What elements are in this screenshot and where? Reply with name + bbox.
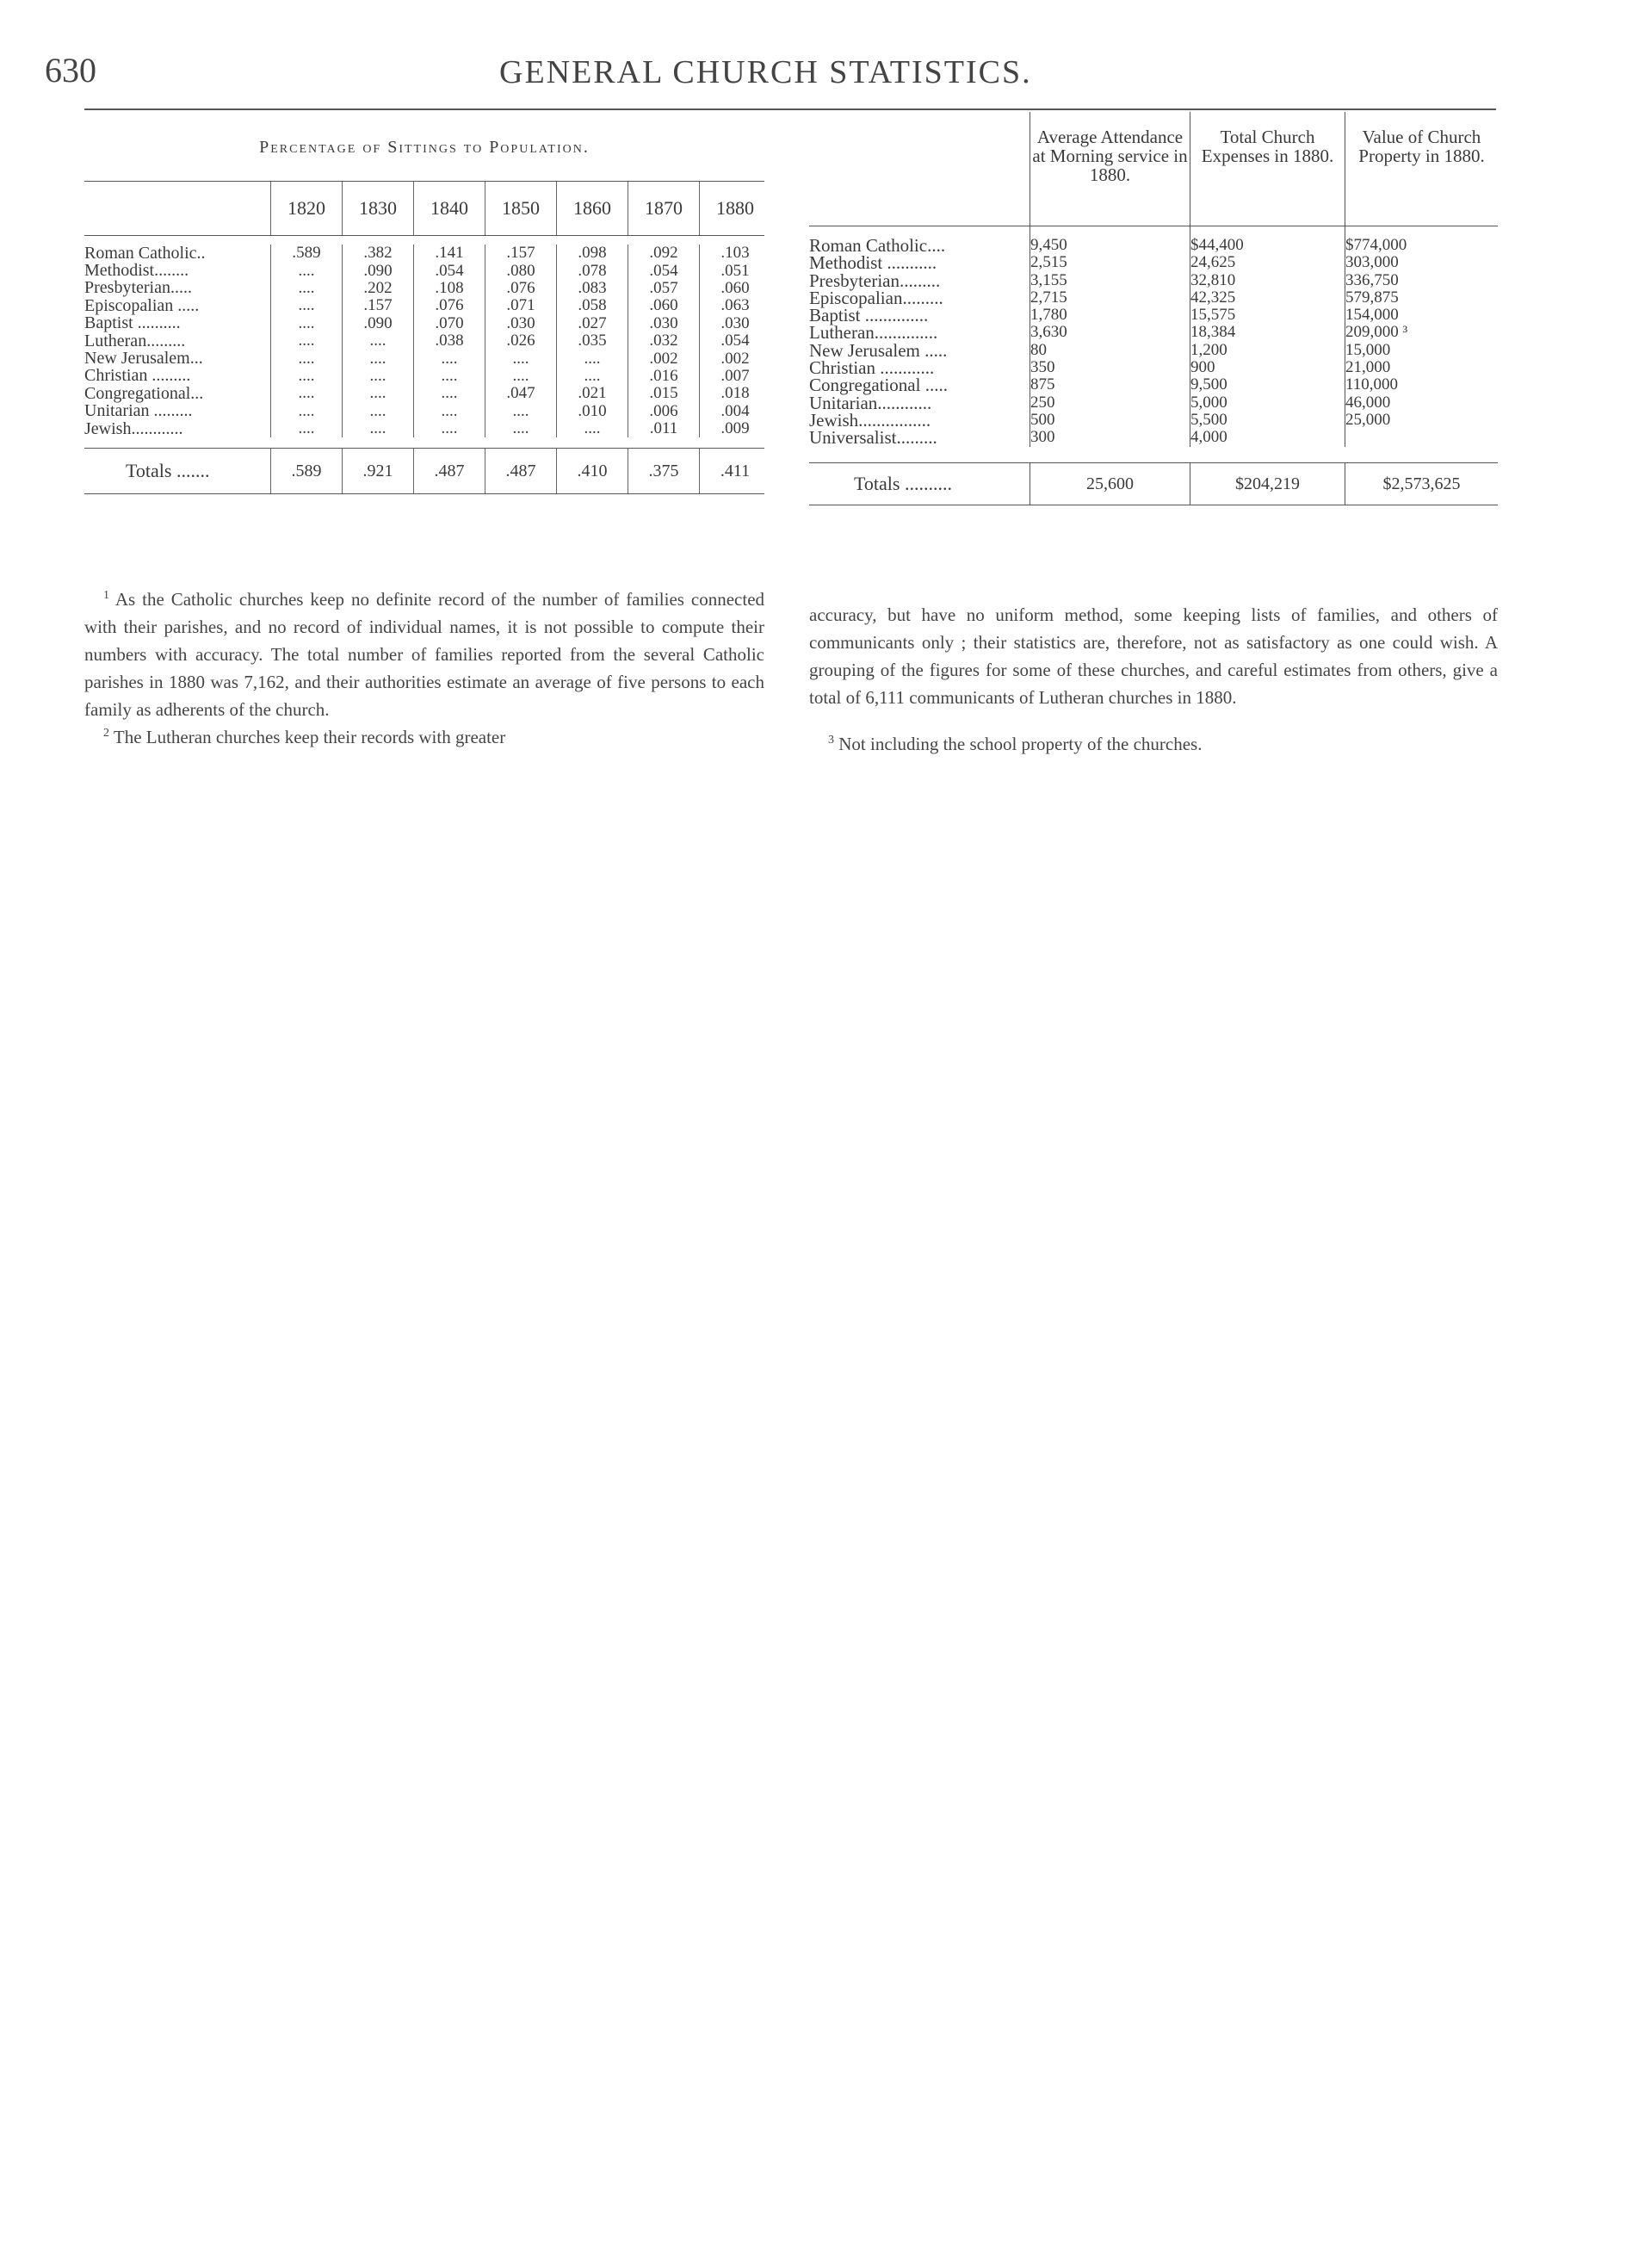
value-cell: $774,000 bbox=[1345, 236, 1407, 254]
percentage-cell: .... bbox=[485, 350, 556, 367]
percentage-cell: .007 bbox=[699, 368, 770, 385]
percentage-cell: .090 bbox=[342, 262, 413, 279]
property-column bbox=[1345, 226, 1498, 447]
percentage-cell: .030 bbox=[628, 315, 699, 332]
percentage-cell: .027 bbox=[556, 315, 628, 332]
percentage-cell: .021 bbox=[556, 385, 628, 402]
percentage-cell: .... bbox=[270, 420, 342, 437]
percentage-cell: .... bbox=[270, 262, 342, 279]
percentage-cell: .... bbox=[270, 315, 342, 332]
percentage-cell: .009 bbox=[699, 420, 770, 437]
percentage-cell: .026 bbox=[485, 332, 556, 350]
percentage-cell: .054 bbox=[413, 262, 485, 279]
totals-cell: .410 bbox=[556, 449, 628, 493]
percentage-cell: .006 bbox=[628, 403, 699, 420]
percentage-cell: .004 bbox=[699, 403, 770, 420]
value-cell: 4,000 bbox=[1190, 428, 1227, 447]
denomination-name: Jewish................ bbox=[809, 409, 931, 431]
percentage-cell: .382 bbox=[342, 245, 413, 262]
percentage-cell: .... bbox=[342, 403, 413, 420]
value-cell: 46,000 bbox=[1345, 393, 1391, 412]
percentage-cell: .... bbox=[485, 368, 556, 385]
year-header: 1840 bbox=[413, 182, 485, 235]
attendance-header: Average Attendance at Morning service in 1880. bbox=[1030, 112, 1190, 226]
percentage-cell: .... bbox=[556, 368, 628, 385]
denomination-column bbox=[809, 226, 1030, 447]
value-cell: 9,450 bbox=[1030, 236, 1067, 254]
totals-cell: .487 bbox=[485, 449, 556, 493]
property-header: Value of Church Property in 1880. bbox=[1345, 112, 1498, 226]
percentage-cell: .030 bbox=[699, 315, 770, 332]
value-cell: 15,575 bbox=[1190, 306, 1236, 325]
totals-cell: .589 bbox=[270, 449, 342, 493]
totals-cell: $2,573,625 bbox=[1345, 463, 1498, 505]
totals-row bbox=[809, 462, 1498, 505]
table-header-row bbox=[84, 181, 764, 236]
percentage-cell: .002 bbox=[699, 350, 770, 367]
percentage-cell: .092 bbox=[628, 245, 699, 262]
denomination-name: Congregational... bbox=[84, 383, 204, 403]
footnotes-left-column bbox=[84, 586, 764, 751]
value-cell: 875 bbox=[1030, 375, 1055, 394]
table-row bbox=[84, 262, 764, 279]
denomination-name: Presbyterian..... bbox=[84, 278, 192, 298]
table-row bbox=[84, 315, 764, 332]
denomination-name: New Jerusalem ..... bbox=[809, 339, 948, 361]
percentage-cell: .... bbox=[556, 350, 628, 367]
percentage-cell: .157 bbox=[485, 245, 556, 262]
year-header: 1850 bbox=[485, 182, 556, 235]
percentage-cell: .... bbox=[342, 368, 413, 385]
footnote-marker: 2 bbox=[103, 727, 109, 740]
denomination-name: New Jerusalem... bbox=[84, 349, 203, 369]
percentage-cell: .... bbox=[342, 420, 413, 437]
percentage-cell: .... bbox=[270, 385, 342, 402]
value-cell: 303,000 bbox=[1345, 253, 1399, 272]
percentage-cell: .... bbox=[342, 385, 413, 402]
church-finance-table bbox=[809, 112, 1498, 505]
percentage-cell: .... bbox=[413, 350, 485, 367]
table-row bbox=[84, 403, 764, 420]
percentage-cell: .... bbox=[413, 420, 485, 437]
value-cell: 18,384 bbox=[1190, 323, 1236, 342]
table-body bbox=[809, 226, 1498, 462]
footnote-text: Not including the school property of the churches. bbox=[838, 734, 1203, 754]
value-cell: 32,810 bbox=[1190, 270, 1236, 289]
year-header: 1830 bbox=[342, 182, 413, 235]
percentage-cell: .076 bbox=[413, 297, 485, 314]
value-cell: 9,500 bbox=[1190, 375, 1227, 394]
percentage-cell: .016 bbox=[628, 368, 699, 385]
percentage-cell: .063 bbox=[699, 297, 770, 314]
percentage-cell: .... bbox=[485, 403, 556, 420]
sittings-percentage-table bbox=[84, 121, 764, 494]
footnote-2-continued: accuracy, but have no uniform method, some keeping lists of families, and others of communicants only ; their statistics are, therefore, not as satisfactory as one could wish. A grouping of the figures for some of these churches, and careful estimates from others, give a total of 6,111 communicants of Lutheran churches in 1880. bbox=[809, 604, 1498, 708]
percentage-cell: .... bbox=[270, 332, 342, 350]
expenses-column bbox=[1190, 226, 1345, 447]
table-row bbox=[84, 368, 764, 385]
percentage-cell: .054 bbox=[699, 332, 770, 350]
denomination-name: Unitarian............ bbox=[809, 392, 932, 413]
percentage-cell: .076 bbox=[485, 280, 556, 297]
table-row bbox=[84, 245, 764, 262]
denomination-name: Jewish............ bbox=[84, 418, 183, 438]
percentage-cell: .010 bbox=[556, 403, 628, 420]
percentage-cell: .... bbox=[485, 420, 556, 437]
denomination-name: Christian ......... bbox=[84, 366, 191, 386]
value-cell: 42,325 bbox=[1190, 288, 1236, 307]
footnote-marker: 1 bbox=[103, 589, 109, 602]
value-cell: 350 bbox=[1030, 358, 1055, 377]
denomination-name: Episcopalian ..... bbox=[84, 295, 200, 315]
value-cell: 110,000 bbox=[1345, 375, 1399, 394]
totals-cell: .487 bbox=[413, 449, 485, 493]
percentage-cell: .060 bbox=[699, 280, 770, 297]
denomination-name: Episcopalian......... bbox=[809, 287, 943, 308]
percentage-cell: .032 bbox=[628, 332, 699, 350]
percentage-cell: .071 bbox=[485, 297, 556, 314]
percentage-cell: .002 bbox=[628, 350, 699, 367]
running-head: GENERAL CHURCH STATISTICS. bbox=[499, 54, 1032, 90]
table-row bbox=[84, 385, 764, 402]
percentage-cell: .057 bbox=[628, 280, 699, 297]
value-cell: 336,750 bbox=[1345, 270, 1399, 289]
value-cell: 900 bbox=[1190, 358, 1215, 377]
percentage-cell: .... bbox=[556, 420, 628, 437]
header-rule bbox=[84, 108, 1496, 110]
table-title: Percentage of Sittings to Population. bbox=[259, 138, 590, 157]
percentage-cell: .... bbox=[342, 350, 413, 367]
value-cell: 2,515 bbox=[1030, 253, 1067, 272]
value-cell: 209,000 ³ bbox=[1345, 323, 1408, 342]
value-cell: 2,715 bbox=[1030, 288, 1067, 307]
denomination-name: Christian ............ bbox=[809, 357, 935, 379]
table-header-row bbox=[809, 112, 1498, 226]
page-number: 630 bbox=[45, 51, 96, 90]
table-row bbox=[84, 332, 764, 350]
year-header: 1880 bbox=[699, 182, 770, 235]
value-cell: 500 bbox=[1030, 410, 1055, 429]
percentage-cell: .141 bbox=[413, 245, 485, 262]
year-header: 1870 bbox=[628, 182, 699, 235]
percentage-cell: .080 bbox=[485, 262, 556, 279]
value-cell: 1,780 bbox=[1030, 306, 1067, 325]
percentage-cell: .018 bbox=[699, 385, 770, 402]
percentage-cell: .... bbox=[413, 368, 485, 385]
value-cell: 21,000 bbox=[1345, 358, 1391, 377]
percentage-cell: .051 bbox=[699, 262, 770, 279]
footnote-text: The Lutheran churches keep their records with greater bbox=[113, 727, 506, 747]
denomination-name: Lutheran.............. bbox=[809, 322, 938, 344]
table-body bbox=[84, 236, 764, 448]
value-cell: 80 bbox=[1030, 340, 1047, 359]
totals-cell: 25,600 bbox=[1030, 463, 1190, 505]
percentage-cell: .015 bbox=[628, 385, 699, 402]
denomination-name: Unitarian ......... bbox=[84, 401, 193, 421]
percentage-cell: .060 bbox=[628, 297, 699, 314]
footnote-text: As the Catholic churches keep no definite record of the number of families connected with their parishes, and no record of individual names, it is not possible to compute their numbers with accuracy. The total number of families reported from the several Catholic parishes in 1880 was 7,162, and their authorities estimate an average of five persons to each family as adherents of the church. bbox=[84, 589, 765, 720]
percentage-cell: .... bbox=[270, 403, 342, 420]
denomination-name: Methodist ........... bbox=[809, 252, 937, 274]
percentage-cell: .103 bbox=[699, 245, 770, 262]
value-cell: 579,875 bbox=[1345, 288, 1399, 307]
denomination-name: Roman Catholic.. bbox=[84, 243, 206, 263]
percentage-cell: .... bbox=[342, 332, 413, 350]
percentage-cell: .090 bbox=[342, 315, 413, 332]
percentage-cell: .058 bbox=[556, 297, 628, 314]
denomination-name: Baptist .......... bbox=[84, 313, 181, 333]
percentage-cell: .098 bbox=[556, 245, 628, 262]
percentage-cell: .... bbox=[413, 385, 485, 402]
percentage-cell: .083 bbox=[556, 280, 628, 297]
percentage-cell: .054 bbox=[628, 262, 699, 279]
percentage-cell: .047 bbox=[485, 385, 556, 402]
expenses-header: Total Church Expenses in 1880. bbox=[1190, 112, 1345, 226]
value-cell: 25,000 bbox=[1345, 410, 1391, 429]
percentage-cell: .... bbox=[270, 368, 342, 385]
attendance-column bbox=[1030, 226, 1190, 447]
value-cell: 5,000 bbox=[1190, 393, 1227, 412]
value-cell: 300 bbox=[1030, 428, 1055, 447]
value-cell: $44,400 bbox=[1190, 236, 1244, 254]
table-row bbox=[84, 350, 764, 367]
percentage-cell: .011 bbox=[628, 420, 699, 437]
totals-cell: $204,219 bbox=[1190, 463, 1345, 505]
totals-label: Totals ....... bbox=[126, 460, 210, 482]
value-cell: 154,000 bbox=[1345, 306, 1399, 325]
denomination-name: Methodist........ bbox=[84, 261, 189, 281]
footnotes-right-column bbox=[809, 601, 1498, 758]
denomination-name: Lutheran......... bbox=[84, 331, 186, 350]
totals-cell: .375 bbox=[628, 449, 699, 493]
footnote-marker: 3 bbox=[828, 734, 834, 747]
denomination-name: Roman Catholic.... bbox=[809, 235, 946, 256]
totals-row bbox=[84, 448, 764, 494]
header-name-cell bbox=[809, 112, 1030, 226]
percentage-cell: .... bbox=[270, 350, 342, 367]
footnote-3 bbox=[809, 730, 1498, 758]
percentage-cell: .... bbox=[413, 403, 485, 420]
value-cell: 24,625 bbox=[1190, 253, 1236, 272]
denomination-name: Presbyterian......... bbox=[809, 270, 941, 291]
value-cell: 3,630 bbox=[1030, 323, 1067, 342]
value-cell: 15,000 bbox=[1345, 340, 1391, 359]
totals-cell: .411 bbox=[699, 449, 770, 493]
table-row bbox=[84, 280, 764, 297]
value-cell: 5,500 bbox=[1190, 410, 1227, 429]
percentage-cell: .038 bbox=[413, 332, 485, 350]
percentage-cell: .... bbox=[270, 297, 342, 314]
percentage-cell: .078 bbox=[556, 262, 628, 279]
value-cell: 1,200 bbox=[1190, 340, 1227, 359]
table-row bbox=[84, 297, 764, 314]
percentage-cell: .035 bbox=[556, 332, 628, 350]
percentage-cell: .030 bbox=[485, 315, 556, 332]
totals-cell: .921 bbox=[342, 449, 413, 493]
year-header: 1820 bbox=[270, 182, 342, 235]
denomination-name: Baptist .............. bbox=[809, 305, 929, 326]
percentage-cell: .157 bbox=[342, 297, 413, 314]
value-cell: 250 bbox=[1030, 393, 1055, 412]
footnote-1 bbox=[84, 586, 764, 723]
percentage-cell: .202 bbox=[342, 280, 413, 297]
footnote-2 bbox=[84, 723, 764, 751]
denomination-name: Congregational ..... bbox=[809, 375, 948, 396]
table-row bbox=[84, 420, 764, 437]
percentage-cell: .070 bbox=[413, 315, 485, 332]
percentage-cell: .108 bbox=[413, 280, 485, 297]
totals-label: Totals .......... bbox=[854, 472, 952, 494]
year-header: 1860 bbox=[556, 182, 628, 235]
denomination-name: Universalist......... bbox=[809, 427, 937, 449]
value-cell: 3,155 bbox=[1030, 270, 1067, 289]
percentage-cell: .... bbox=[270, 280, 342, 297]
percentage-cell: .589 bbox=[270, 245, 342, 262]
